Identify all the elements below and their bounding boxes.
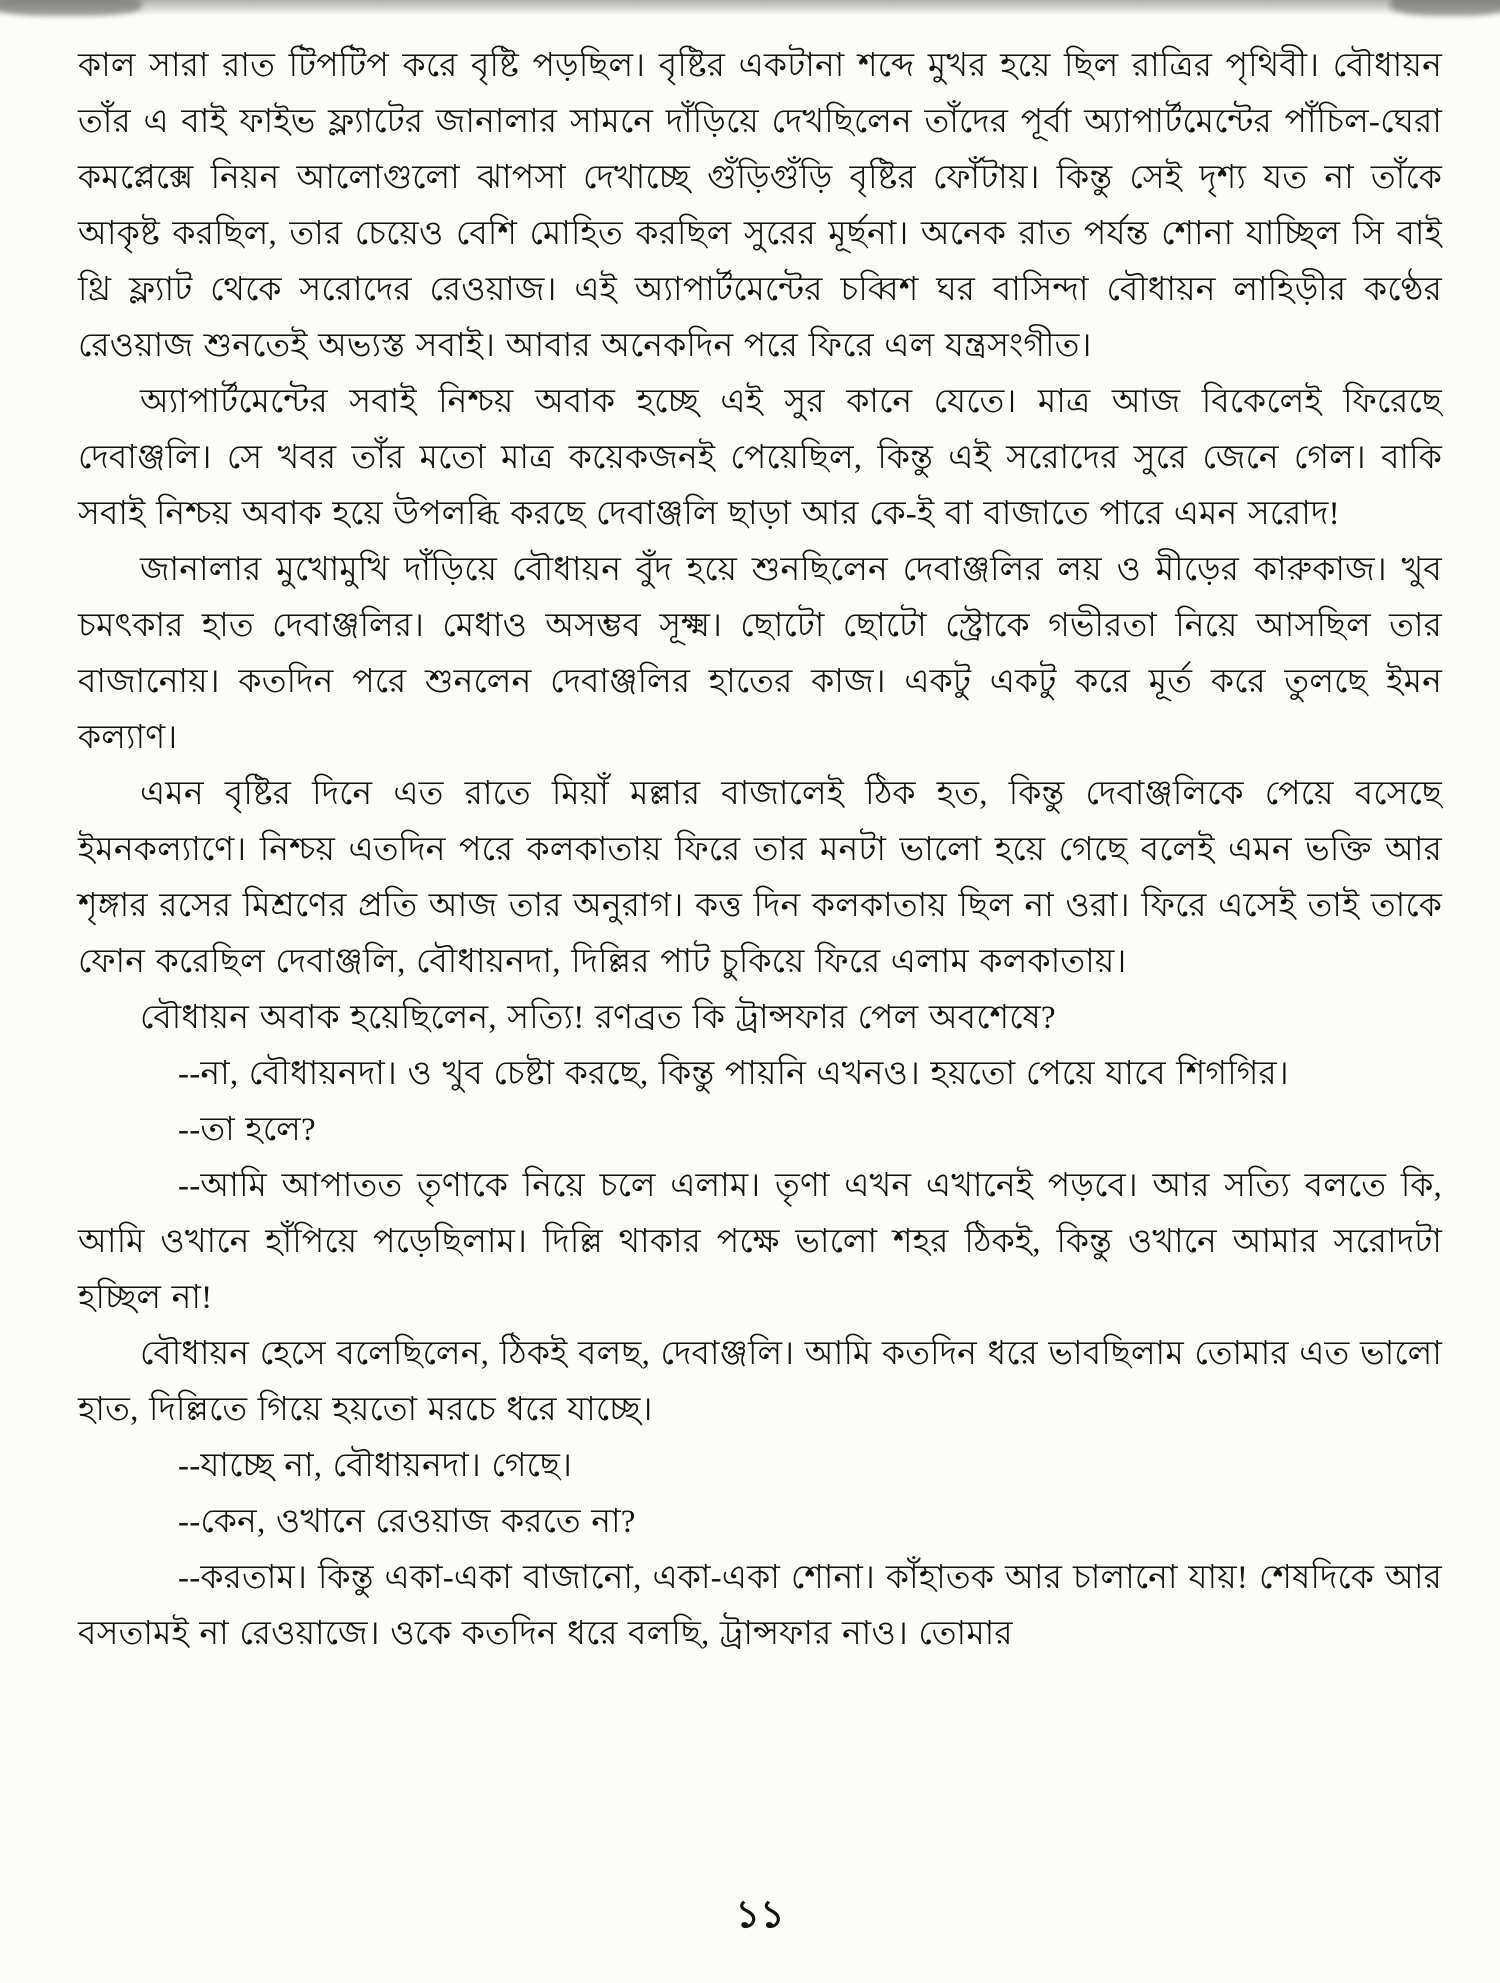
paragraph-11: --কেন, ওখানে রেওয়াজ করতে না? — [178, 1504, 636, 1540]
text-block — [78, 38, 1442, 1662]
scan-edge-artifact — [0, 0, 1500, 16]
scan-smudge-top-left — [0, 0, 142, 16]
paragraph-1: কাল সারা রাত টিপটিপ করে বৃষ্টি পড়ছিল। বৃষ্টির একটানা শব্দে মুখর হয়ে ছিল রাত্রির পৃথিবী। বৌধায়ন তাঁর এ বাই ফাইভ ফ্ল্যাটের জানালার সামনে দাঁড়িয়ে দেখছিলেন তাঁদের পূর্বা অ্যাপার্টমেন্টের পাঁচিল-ঘেরা কমপ্লেক্সে নিয়ন আলোগুলো ঝাপসা দেখাচ্ছে গুঁড়িগুঁড়ি বৃষ্টির ফোঁটায়। কিন্তু সেই দৃশ্য যত না তাঁকে আকৃষ্ট করছিল, তার চেয়েও বেশি মোহিত করছিল সুরের মূর্ছনা। অনেক রাত পর্যন্ত শোনা যাচ্ছিল সি বাই থ্রি ফ্ল্যাট থেকে সরোদের রেওয়াজ। এই অ্যাপার্টমেন্টের চব্বিশ ঘর বাসিন্দা বৌধায়ন লাহিড়ীর কণ্ঠের রেওয়াজ শুনতেই অভ্যস্ত সবাই। আবার অনেকদিন পরে ফিরে এল যন্ত্রসংগীত। — [78, 48, 1442, 364]
paragraph-4: এমন বৃষ্টির দিনে এত রাতে মিয়াঁ মল্লার বাজালেই ঠিক হত, কিন্তু দেবাঞ্জলিকে পেয়ে বসেছে ইমনকল্যাণে। নিশ্চয় এতদিন পরে কলকাতায় ফিরে তার মনটা ভালো হয়ে গেছে বলেই এমন ভক্তি আর শৃঙ্গার রসের মিশ্রণের প্রতি আজ তার অনুরাগ। কত্ত দিন কলকাতায় ছিল না ওরা। ফিরে এসেই তাই তাকে ফোন করেছিল দেবাঞ্জলি, বৌধায়নদা, দিল্লির পাট চুকিয়ে ফিরে এলাম কলকাতায়। — [78, 776, 1442, 980]
paragraph-9: বৌধায়ন হেসে বলেছিলেন, ঠিকই বলছ, দেবাঞ্জলি। আমি কতদিন ধরে ভাবছিলাম তোমার এত ভালো হাত, দিল্লিতে গিয়ে হয়তো মরচে ধরে যাচ্ছে। — [78, 1336, 1442, 1428]
paragraph-10: --যাচ্ছে না, বৌধায়নদা। গেছে। — [178, 1448, 573, 1484]
paragraph-3: জানালার মুখোমুখি দাঁড়িয়ে বৌধায়ন বুঁদ হয়ে শুনছিলেন দেবাঞ্জলির লয় ও মীড়ের কারুকাজ। খুব চমৎকার হাত দেবাঞ্জলির। মেধাও অসম্ভব সূক্ষ্ম। ছোটো ছোটো স্ট্রোকে গভীরতা নিয়ে আসছিল তার বাজানোয়। কতদিন পরে শুনলেন দেবাঞ্জলির হাতের কাজ। একটু একটু করে মূর্ত করে তুলছে ইমন কল্যাণ। — [78, 552, 1442, 756]
paragraph-6: --না, বৌধায়নদা। ও খুব চেষ্টা করছে, কিন্তু পায়নি এখনও। হয়তো পেয়ে যাবে শিগগির। — [178, 1056, 1289, 1092]
paragraph-2: অ্যাপার্টমেন্টের সবাই নিশ্চয় অবাক হচ্ছে এই সুর কানে যেতে। মাত্র আজ বিকেলেই ফিরেছে দেবাঞ্জলি। সে খবর তাঁর মতো মাত্র কয়েকজনই পেয়েছিল, কিন্তু এই সরোদের সুরে জেনে গেল। বাকি সবাই নিশ্চয় অবাক হয়ে উপলব্ধি করছে দেবাঞ্জলি ছাড়া আর কে-ই বা বাজাতে পারে এমন সরোদ! — [78, 384, 1442, 532]
paragraph-5: বৌধায়ন অবাক হয়েছিলেন, সত্যি! রণব্রত কি ট্রান্সফার পেল অবশেষে? — [140, 1000, 1056, 1036]
paragraph-8: --আমি আপাতত তৃণাকে নিয়ে চলে এলাম। তৃণা এখন এখানেই পড়বে। আর সত্যি বলতে কি, আমি ওখানে হাঁপিয়ে পড়েছিলাম। দিল্লি থাকার পক্ষে ভালো শহর ঠিকই, কিন্তু ওখানে আমার সরোদটা হচ্ছিল না! — [78, 1168, 1442, 1316]
page-number: ১১ — [735, 1894, 785, 1936]
scan-smudge-top-right — [1390, 0, 1500, 16]
paragraph-12: --করতাম। কিন্তু একা-একা বাজানো, একা-একা শোনা। কাঁহাতক আর চালানো যায়! শেষদিকে আর বসতামই না রেওয়াজে। ওকে কতদিন ধরে বলছি, ট্রান্সফার নাও। তোমার — [78, 1560, 1442, 1652]
paragraph-7: --তা হলে? — [178, 1112, 316, 1148]
